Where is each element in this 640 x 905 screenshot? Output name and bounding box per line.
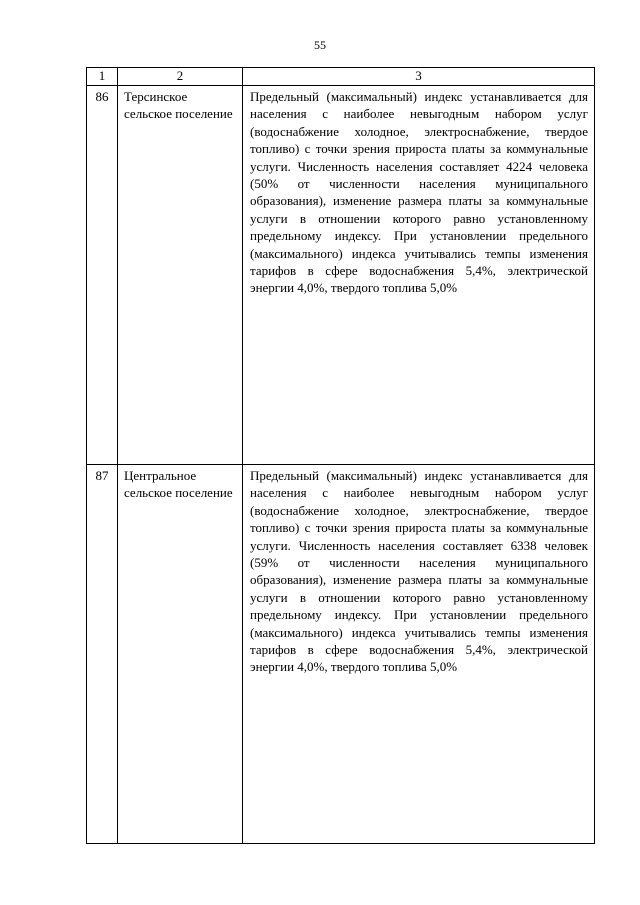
document-table [86,67,595,844]
header-cell-3: 3 [243,68,595,86]
header-cell-2: 2 [118,68,243,86]
row-number: 87 [87,465,118,844]
index-description: Предельный (максимальный) индекс устанавливается для населения с наиболее невыгодным набором услуг (водоснабжение холодное, электроснабжение, твердое топливо) с точки зрения прироста платы за коммунальные услуги. Численность населения составляет 6338 человек (59% от численности населения муниципального образования), изменение размера платы за коммунальные услуги в отношении которого равно установленному предельному индексу. При установлении предельного (максимального) индекса учитывались темпы изменения тарифов в сфере водоснабжения 5,4%, электрической энергии 4,0%, твердого топлива 5,0% [243,465,595,844]
index-description: Предельный (максимальный) индекс устанавливается для населения с наиболее невыгодным набором услуг (водоснабжение холодное, электроснабжение, твердое топливо) с точки зрения прироста платы за коммунальные услуги. Численность населения составляет 4224 человека (50% от численности населения муниципального образования), изменение размера платы за коммунальные услуги в отношении которого равно установленному предельному индексу. При установлении предельного (максимального) индекса учитывались темпы изменения тарифов в сфере водоснабжения 5,4%, электрической энергии 4,0%, твердого топлива 5,0% [243,86,595,465]
header-cell-1: 1 [87,68,118,86]
row-number: 86 [87,86,118,465]
settlement-name: Центральное сельское поселение [118,465,243,844]
page-number: 55 [314,38,326,52]
settlement-name: Терсинское сельское поселение [118,86,243,465]
table-header-row [87,68,595,86]
table-row [87,86,595,465]
table-row [87,465,595,844]
